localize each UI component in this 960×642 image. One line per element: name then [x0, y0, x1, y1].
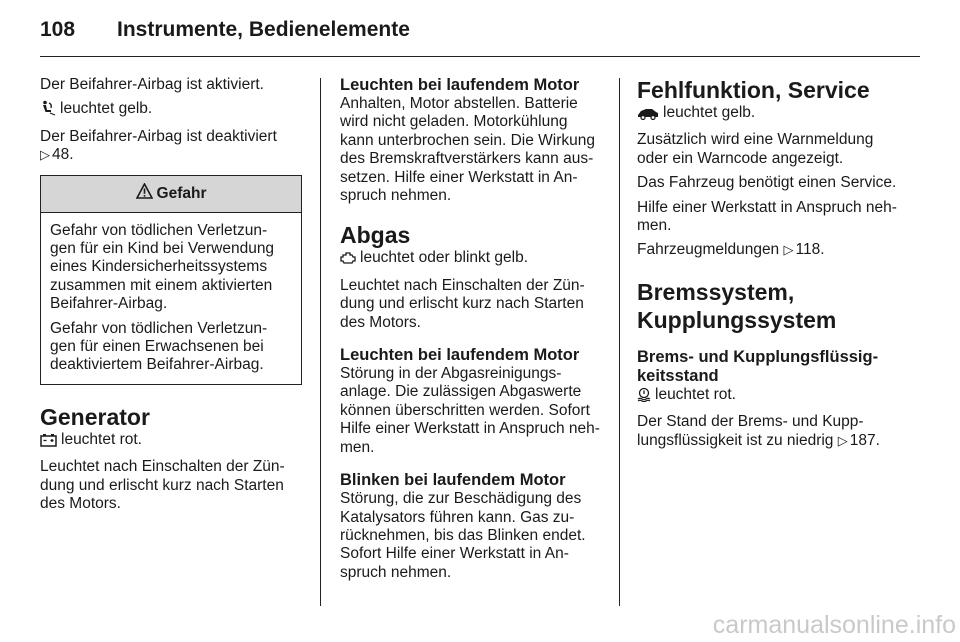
running-engine-heading-2: Leuchten bei laufendem Motor: [340, 346, 580, 365]
generator-status: leuchtet rot.: [61, 430, 142, 448]
warning-triangle-icon: [136, 183, 153, 204]
page-title: Instrumente, Bedienelemente: [117, 18, 410, 41]
generator-status-line: [40, 431, 302, 452]
service-heading: Fehlfunktion, Service: [637, 77, 870, 103]
column-divider-2: [619, 78, 620, 606]
page-number: 108: [40, 18, 76, 41]
fluid-status: leuchtet rot.: [655, 385, 736, 403]
brake-fluid-icon: [637, 387, 651, 407]
fluid-text: Der Stand der Brems- und Kupp- lungsflüssigkeit ist zu niedrig ▷ 187.: [637, 413, 880, 449]
abgas-heading: Abgas: [340, 222, 411, 249]
blinking-engine-text: Störung, die zur Beschädigung des Katalysators führen kann. Gas zu- rücknehmen, bis das Blinken endet. Sofort Hilfe einer Werkstatt in An- spruch nehmen.: [340, 490, 586, 581]
airbag-off-icon: [40, 100, 56, 121]
engine-check-icon: [340, 251, 356, 270]
ref-page: 187.: [849, 431, 880, 449]
fluid-heading: Brems- und Kupplungsflüssig- keitsstand: [637, 347, 879, 385]
service-text-2: Zusätzlich wird eine Warnmeldung oder ein Warncode angezeigt.: [637, 131, 874, 167]
reference-arrow-icon: ▷: [837, 432, 848, 448]
warning-header: [41, 176, 301, 213]
battery-icon: [40, 433, 57, 452]
warning-body: [41, 213, 301, 384]
column-1: [40, 76, 302, 520]
warning-title: Gefahr: [156, 184, 207, 202]
service-status-line: [637, 104, 903, 125]
reference-arrow-icon: ▷: [783, 242, 794, 258]
airbag-off-status: leuchtet gelb.: [60, 100, 153, 118]
column-3: [637, 76, 903, 456]
warning-box: [40, 175, 302, 385]
airbag-active-text: Der Beifahrer-Airbag ist aktiviert.: [40, 76, 264, 93]
running-engine-text-2: Störung in der Abgasreinigungs- anlage. Die zulässigen Abgaswerte können überschritten werden. Sofort Hilfe einer Werkstatt in Anspruch neh- men.: [340, 365, 600, 456]
column-divider-1: [320, 78, 321, 606]
watermark: carmanualsonline.info: [712, 611, 956, 639]
ref-page: 48.: [52, 146, 74, 164]
ref-page: 118.: [795, 241, 825, 259]
brake-heading-2: Kupplungssystem: [637, 306, 837, 333]
service-text-4: Hilfe einer Werkstatt in Anspruch neh- men.: [637, 198, 897, 235]
service-text-3: Das Fahrzeug benötigt einen Service.: [637, 174, 897, 192]
brake-heading-1: Bremssystem,: [637, 278, 795, 305]
airbag-off-line: [40, 100, 302, 121]
blinking-engine-heading: Blinken bei laufendem Motor: [340, 471, 566, 490]
service-status: leuchtet gelb.: [663, 104, 756, 121]
abgas-text: Leuchtet nach Einschalten der Zün- dung und erlischt kurz nach Starten des Motors.: [340, 276, 585, 331]
fluid-status-line: [637, 386, 903, 407]
airbag-deactivated-text: Der Beifahrer-Airbag ist deaktiviert ▷ 48.: [40, 127, 277, 164]
header-rule: [40, 56, 920, 57]
generator-heading: Generator: [40, 403, 150, 430]
service-text-5: Fahrzeugmeldungen ▷ 118.: [637, 241, 825, 259]
abgas-status-line: [340, 249, 602, 270]
service-car-icon: [637, 107, 659, 125]
running-engine-heading-1: Leuchten bei laufendem Motor: [340, 76, 580, 94]
warning-text-1: Gefahr von tödlichen Verletzun- gen für ein Kind bei Verwendung eines Kindersicherheitssystems zusammen mit einem aktivierten Beifahrer-Airbag.: [50, 221, 275, 313]
running-engine-text-1: Anhalten, Motor abstellen. Batterie wird nicht geladen. Motorkühlung kann unterbrochen sein. Die Wirkung des Bremskraftverstärkers kann aus- setzen. Hilfe einer Werkstatt in An- spruch nehmen.: [340, 95, 596, 205]
column-2: [340, 76, 602, 588]
generator-text: Leuchtet nach Einschalten der Zün- dung und erlischt kurz nach Starten des Motors.: [40, 458, 285, 513]
reference-arrow-icon: ▷: [40, 147, 50, 163]
abgas-status: leuchtet oder blinkt gelb.: [360, 249, 529, 267]
warning-text-2: Gefahr von tödlichen Verletzun- gen für einen Erwachsenen bei deaktiviertem Beifahrer-Airbag.: [50, 319, 268, 374]
page-header: [40, 18, 920, 48]
